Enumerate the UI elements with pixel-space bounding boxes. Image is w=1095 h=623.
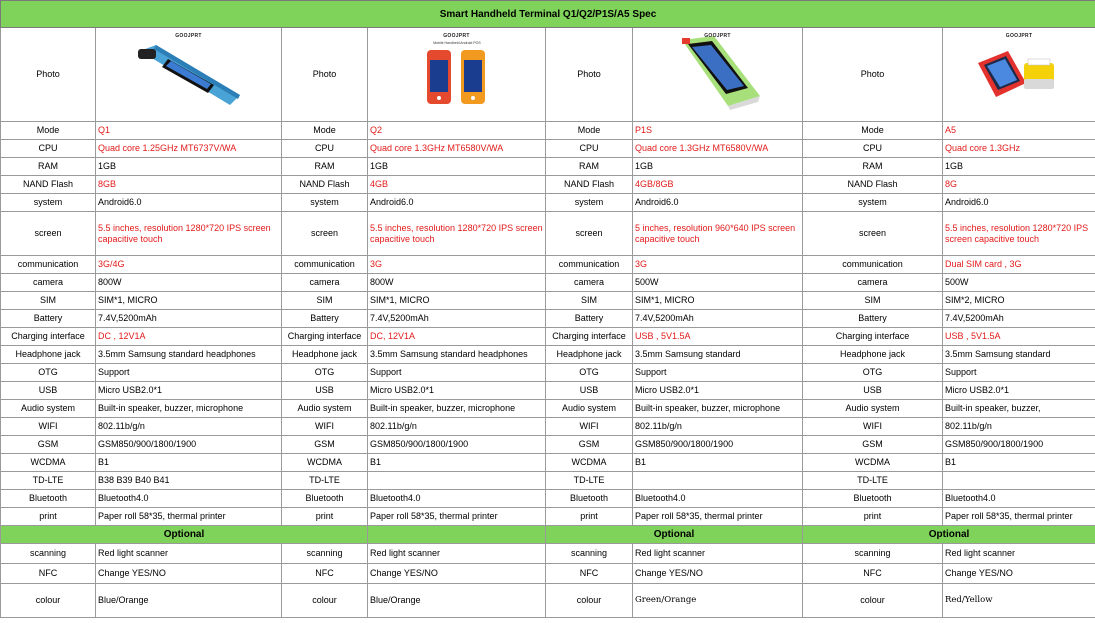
spec-value: Paper roll 58*35, thermal printer	[943, 508, 1095, 526]
optional-value: Red light scanner	[96, 544, 282, 564]
spec-value: Android6.0	[943, 194, 1095, 212]
spec-row-print	[1, 508, 1095, 526]
spec-label: Charging interface	[1, 328, 96, 346]
spec-value: 802.11b/g/n	[368, 418, 546, 436]
spec-label: WIFI	[282, 418, 368, 436]
spec-label: camera	[803, 274, 943, 292]
spec-label: communication	[1, 256, 96, 274]
spec-value: 1GB	[943, 158, 1095, 176]
spec-value: Built-in speaker, buzzer,	[943, 400, 1095, 418]
spec-value: 8G	[943, 176, 1095, 194]
spec-value: Micro USB2.0*1	[96, 382, 282, 400]
spec-label: screen	[282, 212, 368, 256]
spec-value: Quad core 1.3GHz MT6580V/WA	[633, 140, 803, 158]
spec-value: B1	[633, 454, 803, 472]
spec-value: 1GB	[633, 158, 803, 176]
spec-value: 4GB/8GB	[633, 176, 803, 194]
spec-label: SIM	[803, 292, 943, 310]
spec-row-battery	[1, 310, 1095, 328]
spec-row-sim	[1, 292, 1095, 310]
optional-header: Optional	[1, 526, 368, 544]
optional-label: colour	[282, 584, 368, 618]
spec-value: DC , 12V1A	[96, 328, 282, 346]
optional-label: NFC	[282, 564, 368, 584]
spec-value: Android6.0	[96, 194, 282, 212]
optional-value: Red light scanner	[943, 544, 1095, 564]
spec-label: screen	[803, 212, 943, 256]
spec-label: print	[282, 508, 368, 526]
spec-value: Bluetooth4.0	[943, 490, 1095, 508]
svg-text:Mobile Handheld Android POS: Mobile Handheld Android POS	[432, 41, 481, 45]
spec-label: OTG	[546, 364, 633, 382]
spec-label: OTG	[803, 364, 943, 382]
spec-label: RAM	[803, 158, 943, 176]
spec-value: 802.11b/g/n	[96, 418, 282, 436]
photo-label: Photo	[282, 28, 368, 122]
brand-logo: GOOJPRT	[704, 32, 731, 39]
spec-row-camera	[1, 274, 1095, 292]
optional-label: NFC	[546, 564, 633, 584]
brand-logo: GOOJPRT	[175, 32, 202, 39]
spec-value: 3.5mm Samsung standard	[633, 346, 803, 364]
spec-value: Built-in speaker, buzzer, microphone	[368, 400, 546, 418]
spec-row-communication	[1, 256, 1095, 274]
spec-value: 7.4V,5200mAh	[368, 310, 546, 328]
spec-value: B1	[368, 454, 546, 472]
optional-row-scanning	[1, 544, 1095, 564]
spec-label: Headphone jack	[803, 346, 943, 364]
spec-label: screen	[546, 212, 633, 256]
spec-value: Support	[633, 364, 803, 382]
spec-value: 5.5 inches, resolution 1280*720 IPS screen capacitive touch	[96, 212, 282, 256]
spec-value: 802.11b/g/n	[943, 418, 1095, 436]
spec-label: Charging interface	[803, 328, 943, 346]
spec-label: RAM	[1, 158, 96, 176]
spec-row-bluetooth	[1, 490, 1095, 508]
spec-label: GSM	[282, 436, 368, 454]
spec-row-gsm	[1, 436, 1095, 454]
spec-value: 3.5mm Samsung standard headphones	[96, 346, 282, 364]
spec-value: SIM*1, MICRO	[96, 292, 282, 310]
spec-label: USB	[803, 382, 943, 400]
spec-label: screen	[1, 212, 96, 256]
spec-label: NAND Flash	[546, 176, 633, 194]
spec-label: SIM	[282, 292, 368, 310]
spec-label: NAND Flash	[282, 176, 368, 194]
optional-row-colour	[1, 584, 1095, 618]
spec-value: 3.5mm Samsung standard headphones	[368, 346, 546, 364]
spec-value: DC, 12V1A	[368, 328, 546, 346]
spec-value: Bluetooth4.0	[96, 490, 282, 508]
spec-value: 7.4V,5200mAh	[96, 310, 282, 328]
spec-value: B1	[943, 454, 1095, 472]
spec-value: P1S	[633, 122, 803, 140]
spec-value: USB , 5V1.5A	[633, 328, 803, 346]
photo-row	[1, 28, 1095, 122]
spec-label: Headphone jack	[546, 346, 633, 364]
spec-label: Headphone jack	[282, 346, 368, 364]
handheld-terminal-blue-icon	[134, 37, 244, 112]
spec-label: USB	[282, 382, 368, 400]
spec-label: WCDMA	[1, 454, 96, 472]
spec-value: GSM850/900/1800/1900	[633, 436, 803, 454]
spec-row-wcdma	[1, 454, 1095, 472]
table-title: Smart Handheld Terminal Q1/Q2/P1S/A5 Spec	[1, 1, 1095, 28]
spec-value: Q2	[368, 122, 546, 140]
product-photo-cell	[943, 28, 1095, 122]
spec-label: print	[1, 508, 96, 526]
spec-value	[633, 472, 803, 490]
spec-label: CPU	[803, 140, 943, 158]
spec-row-audio-system	[1, 400, 1095, 418]
spec-label: NAND Flash	[1, 176, 96, 194]
spec-label: USB	[1, 382, 96, 400]
spec-value: 3G	[633, 256, 803, 274]
optional-value: Blue/Orange	[96, 584, 282, 618]
spec-value: 5.5 inches, resolution 1280*720 IPS screen capacitive touch	[368, 212, 546, 256]
spec-label: GSM	[1, 436, 96, 454]
spec-label: Mode	[282, 122, 368, 140]
spec-value: Android6.0	[633, 194, 803, 212]
spec-value: 7.4V,5200mAh	[943, 310, 1095, 328]
optional-value: Change YES/NO	[96, 564, 282, 584]
optional-label: scanning	[1, 544, 96, 564]
optional-value: Red light scanner	[633, 544, 803, 564]
spec-label: Bluetooth	[1, 490, 96, 508]
spec-label: Charging interface	[282, 328, 368, 346]
spec-row-cpu	[1, 140, 1095, 158]
spec-value: Micro USB2.0*1	[633, 382, 803, 400]
spec-label: Bluetooth	[546, 490, 633, 508]
spec-label: Battery	[282, 310, 368, 328]
optional-value: Change YES/NO	[633, 564, 803, 584]
spec-value: Quad core 1.3GHz	[943, 140, 1095, 158]
spec-label: NAND Flash	[803, 176, 943, 194]
spec-label: print	[803, 508, 943, 526]
optional-label: scanning	[282, 544, 368, 564]
spec-value: SIM*1, MICRO	[633, 292, 803, 310]
spec-label: CPU	[282, 140, 368, 158]
spec-value: Bluetooth4.0	[633, 490, 803, 508]
optional-label: colour	[803, 584, 943, 618]
spec-value: GSM850/900/1800/1900	[943, 436, 1095, 454]
spec-label: TD-LTE	[282, 472, 368, 490]
spec-label: GSM	[546, 436, 633, 454]
optional-row-nfc	[1, 564, 1095, 584]
spec-label: communication	[803, 256, 943, 274]
product-photo-cell	[96, 28, 282, 122]
spec-label: TD-LTE	[1, 472, 96, 490]
spec-row-mode	[1, 122, 1095, 140]
spec-label: Mode	[803, 122, 943, 140]
optional-header: Optional	[546, 526, 803, 544]
handheld-terminal-red-orange-icon	[417, 38, 497, 111]
spec-value: 4GB	[368, 176, 546, 194]
spec-label: Mode	[1, 122, 96, 140]
optional-value: Red light scanner	[368, 544, 546, 564]
spec-value: 800W	[96, 274, 282, 292]
spec-label: WCDMA	[282, 454, 368, 472]
spec-label: Audio system	[1, 400, 96, 418]
spec-value: 1GB	[96, 158, 282, 176]
spec-value: Quad core 1.25GHz MT6737V/WA	[96, 140, 282, 158]
spec-value: Micro USB2.0*1	[368, 382, 546, 400]
spec-label: WCDMA	[546, 454, 633, 472]
optional-value: Change YES/NO	[368, 564, 546, 584]
spec-label: system	[546, 194, 633, 212]
spec-value: 8GB	[96, 176, 282, 194]
optional-label: NFC	[1, 564, 96, 584]
optional-label: colour	[1, 584, 96, 618]
spec-row-usb	[1, 382, 1095, 400]
spec-value: GSM850/900/1800/1900	[368, 436, 546, 454]
spec-label: system	[1, 194, 96, 212]
spec-label: communication	[282, 256, 368, 274]
spec-row-charging-interface	[1, 328, 1095, 346]
spec-value: 3.5mm Samsung standard	[943, 346, 1095, 364]
spec-label: Headphone jack	[1, 346, 96, 364]
optional-value: Change YES/NO	[943, 564, 1095, 584]
brand-logo: GOOJPRT	[1005, 32, 1033, 39]
spec-value: 3G/4G	[96, 256, 282, 274]
handheld-terminal-green-icon	[668, 36, 768, 113]
spec-label: TD-LTE	[546, 472, 633, 490]
spec-label: system	[803, 194, 943, 212]
spec-value: 800W	[368, 274, 546, 292]
spec-label: Charging interface	[546, 328, 633, 346]
spec-value: 802.11b/g/n	[633, 418, 803, 436]
spec-value: Built-in speaker, buzzer, microphone	[96, 400, 282, 418]
product-photo-cell	[633, 28, 803, 122]
spec-value	[943, 472, 1095, 490]
spec-label: OTG	[1, 364, 96, 382]
spec-value: B38 B39 B40 B41	[96, 472, 282, 490]
spec-value: 5 inches, resolution 960*640 IPS screen capacitive touch	[633, 212, 803, 256]
spec-value: Paper roll 58*35, thermal printer	[368, 508, 546, 526]
spec-label: TD-LTE	[803, 472, 943, 490]
spec-value: Dual SIM card , 3G	[943, 256, 1095, 274]
optional-header: Optional	[803, 526, 1095, 544]
spec-row-wifi	[1, 418, 1095, 436]
spec-value: Paper roll 58*35, thermal printer	[633, 508, 803, 526]
spec-row-screen	[1, 212, 1095, 256]
spec-label: Audio system	[803, 400, 943, 418]
spec-label: CPU	[546, 140, 633, 158]
spec-label: WIFI	[546, 418, 633, 436]
spec-value: 5.5 inches, resolution 1280*720 IPS screen capacitive touch	[943, 212, 1095, 256]
spec-value: Support	[96, 364, 282, 382]
spec-value: Built-in speaker, buzzer, microphone	[633, 400, 803, 418]
spec-label: CPU	[1, 140, 96, 158]
spec-row-nand-flash	[1, 176, 1095, 194]
spec-value: 3G	[368, 256, 546, 274]
spec-row-headphone-jack	[1, 346, 1095, 364]
spec-label: OTG	[282, 364, 368, 382]
spec-label: WCDMA	[803, 454, 943, 472]
optional-value: Red/Yellow	[943, 584, 1095, 618]
spec-value: Bluetooth4.0	[368, 490, 546, 508]
spec-label: WIFI	[803, 418, 943, 436]
spec-label: Audio system	[282, 400, 368, 418]
spec-value: SIM*1, MICRO	[368, 292, 546, 310]
spec-label: Bluetooth	[282, 490, 368, 508]
spec-row-td-lte	[1, 472, 1095, 490]
photo-label: Photo	[546, 28, 633, 122]
spec-label: Battery	[1, 310, 96, 328]
spec-label: communication	[546, 256, 633, 274]
handheld-terminal-red-yellow-icon	[974, 43, 1064, 106]
optional-value: Blue/Orange	[368, 584, 546, 618]
spec-label: RAM	[546, 158, 633, 176]
optional-value: Green/Orange	[633, 584, 803, 618]
spec-value: A5	[943, 122, 1095, 140]
spec-label: RAM	[282, 158, 368, 176]
spec-row-otg	[1, 364, 1095, 382]
product-photo-cell	[368, 28, 546, 122]
optional-label: colour	[546, 584, 633, 618]
spec-value: Android6.0	[368, 194, 546, 212]
spec-label: Bluetooth	[803, 490, 943, 508]
spec-value: 500W	[633, 274, 803, 292]
spec-value: USB , 5V1.5A	[943, 328, 1095, 346]
optional-header	[368, 526, 546, 544]
spec-value: 1GB	[368, 158, 546, 176]
spec-label: SIM	[546, 292, 633, 310]
brand-logo: GOOJPRT	[443, 32, 470, 39]
spec-value: SIM*2, MICRO	[943, 292, 1095, 310]
spec-value: B1	[96, 454, 282, 472]
photo-label: Photo	[803, 28, 943, 122]
photo-label: Photo	[1, 28, 96, 122]
spec-label: WIFI	[1, 418, 96, 436]
spec-label: Battery	[803, 310, 943, 328]
spec-label: GSM	[803, 436, 943, 454]
spec-value	[368, 472, 546, 490]
spec-value: Quad core 1.3GHz MT6580V/WA	[368, 140, 546, 158]
spec-label: Mode	[546, 122, 633, 140]
spec-label: system	[282, 194, 368, 212]
optional-label: scanning	[803, 544, 943, 564]
spec-label: Battery	[546, 310, 633, 328]
spec-label: camera	[282, 274, 368, 292]
spec-label: Audio system	[546, 400, 633, 418]
optional-header-row	[1, 526, 1095, 544]
spec-row-ram	[1, 158, 1095, 176]
optional-label: NFC	[803, 564, 943, 584]
spec-value: GSM850/900/1800/1900	[96, 436, 282, 454]
spec-value: Paper roll 58*35, thermal printer	[96, 508, 282, 526]
spec-label: camera	[1, 274, 96, 292]
optional-label: scanning	[546, 544, 633, 564]
spec-value: Support	[368, 364, 546, 382]
spec-row-system	[1, 194, 1095, 212]
spec-value: Micro USB2.0*1	[943, 382, 1095, 400]
spec-label: camera	[546, 274, 633, 292]
spec-value: Q1	[96, 122, 282, 140]
spec-value: 500W	[943, 274, 1095, 292]
spec-label: print	[546, 508, 633, 526]
spec-label: USB	[546, 382, 633, 400]
spec-value: Support	[943, 364, 1095, 382]
spec-value: 7.4V,5200mAh	[633, 310, 803, 328]
spec-label: SIM	[1, 292, 96, 310]
